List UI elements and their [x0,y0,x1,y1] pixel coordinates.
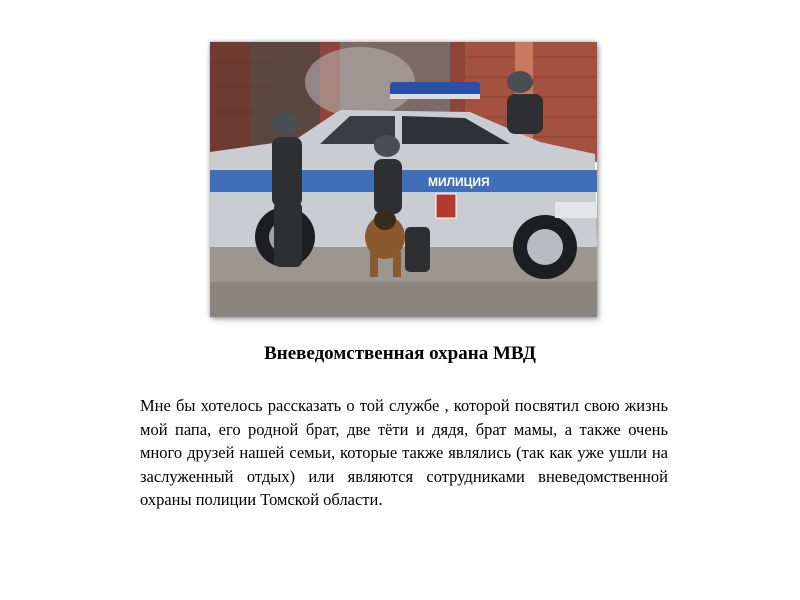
police-car-photo [210,42,597,317]
light-bar [390,82,480,96]
car-door-label: МИЛИЦИЯ [428,175,490,189]
blue-stripe [210,170,597,192]
emblem-icon [436,194,456,218]
slide-title: Вневедомственная охрана МВД [264,343,536,364]
slide-paragraph: Мне бы хотелось рассказать о той службе , которой посвятил свою жизнь мой папа, его родной брат, две тёти и дядя, брат мамы, а также очень много друзей нашей семьи, которые также являлись (так как уже ушли на заслуженный отдых) или являются сотрудниками вневедомственной охраны полиции Томской области. [140,396,668,510]
